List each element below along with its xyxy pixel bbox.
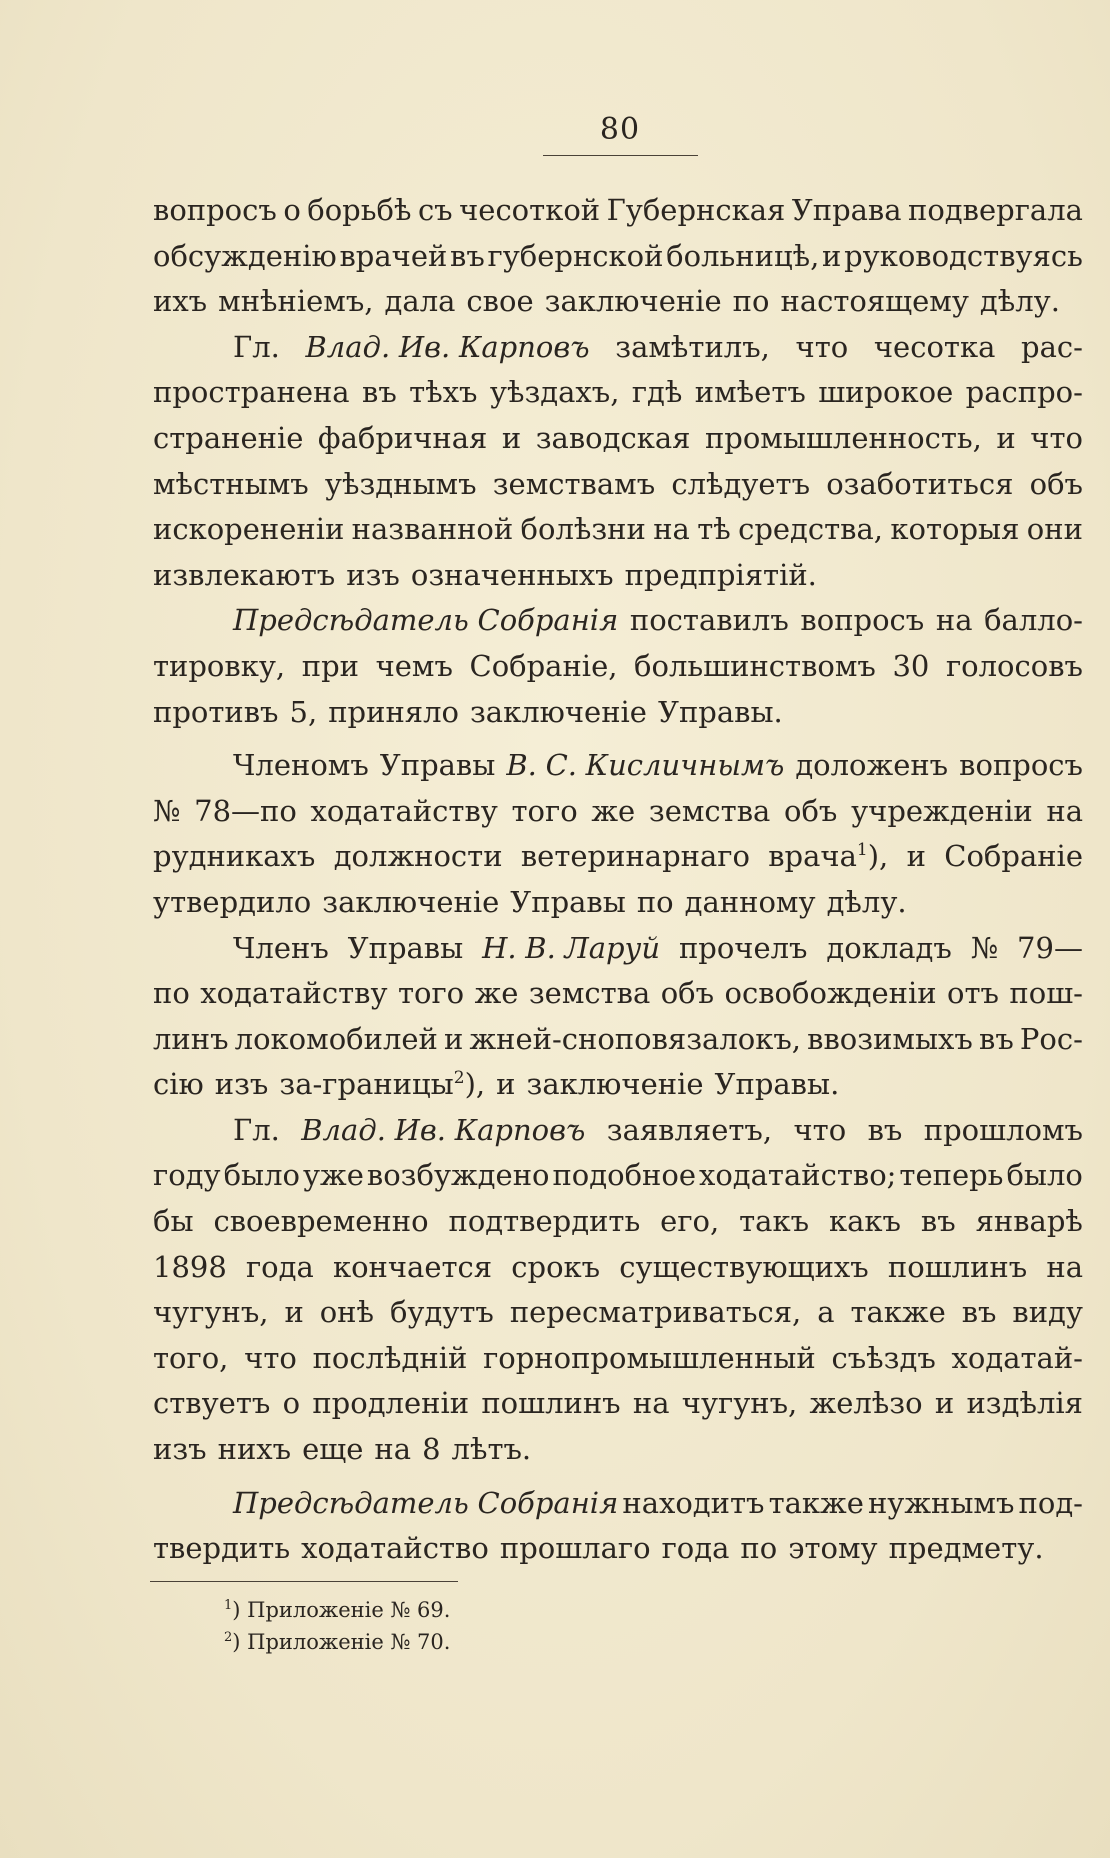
text-line: ствуетъ о продленіи пошлинъ на чугунъ, желѣзо и издѣлія — [153, 1386, 1083, 1421]
footnote — [224, 1594, 450, 1626]
text-line: Членъ Управы Н. В. Ларуй прочелъ докладъ № 79— — [233, 930, 1083, 965]
text-line: году было уже возбуждено подобное ходатайство; теперь было — [153, 1158, 1083, 1193]
text-line: тировку, при чемъ Собраніе, большинствомъ 30 голосовъ — [153, 648, 1083, 683]
text-line: Предсѣдатель Собранія находитъ также нужнымъ под- — [233, 1485, 1083, 1520]
text-line: Членомъ Управы В. С. Кисличнымъ доложенъ вопросъ — [233, 748, 1083, 783]
text-line: линъ локомобилей и жней-сноповязалокъ, ввозимыхъ въ Рос- — [153, 1021, 1083, 1056]
text-line: искорененіи названной болѣзни на тѣ средства, которыя они — [153, 512, 1083, 547]
text-line: рудникахъ должности ветеринарнаго врача$^1$), и Собраніе — [153, 839, 1083, 874]
text-line: твердить ходатайство прошлаго года по этому предмету. — [153, 1531, 1044, 1566]
text-line: Гл. Влад. Ив. Карповъ заявляетъ, что въ прошломъ — [233, 1112, 1083, 1147]
footnotes — [224, 1594, 450, 1658]
text-line: обсужденію врачей въ губернской больницѣ, и руководствуясь — [153, 238, 1083, 273]
text-line: того, что послѣдній горнопромышленный съѣздъ ходатай- — [153, 1340, 1083, 1375]
footnote-mark: 1 — [224, 1598, 233, 1613]
footnote-mark: 2 — [224, 1630, 233, 1645]
text-line: бы своевременно подтвердить его, такъ какъ въ январѣ — [153, 1204, 1083, 1239]
text-line: Гл. Влад. Ив. Карповъ замѣтилъ, что чесотка рас- — [233, 329, 1083, 364]
footnote — [224, 1626, 450, 1658]
footnote-rule — [150, 1581, 458, 1582]
text-line: по ходатайству того же земства объ освобожденіи отъ пош- — [153, 976, 1083, 1011]
text-line: вопросъ о борьбѣ съ чесоткой Губернская Управа подвергала — [153, 193, 1083, 227]
page-number: 80 — [599, 112, 641, 147]
text-line: ихъ мнѣніемъ, дала свое заключеніе по настоящему дѣлу. — [153, 284, 1060, 319]
text-line: изъ нихъ еще на 8 лѣтъ. — [153, 1432, 532, 1467]
text-line: пространена въ тѣхъ уѣздахъ, гдѣ имѣетъ широкое распро- — [153, 375, 1083, 410]
text-line: Предсѣдатель Собранія поставилъ вопросъ на балло- — [233, 603, 1083, 638]
text-line: утвердило заключеніе Управы по данному дѣлу. — [153, 884, 907, 919]
text-line: сію изъ за-границы$^2$), и заключеніе Управы. — [153, 1067, 840, 1102]
footnote-text: ) Приложеніе № 70. — [232, 1630, 451, 1654]
text-line: № 78—по ходатайству того же земства объ учрежденіи на — [153, 793, 1083, 828]
text-line: страненіе фабричная и заводская промышленность, и что — [153, 420, 1083, 455]
text-line: мѣстнымъ уѣзднымъ земствамъ слѣдуетъ озаботиться объ — [153, 466, 1083, 501]
text-line: 1898 года кончается срокъ существующихъ пошлинъ на — [153, 1249, 1083, 1284]
text-line: чугунъ, и онѣ будутъ пересматриваться, а также въ виду — [153, 1295, 1083, 1330]
header-rule — [543, 155, 698, 156]
text-line: извлекаютъ изъ означенныхъ предпріятій. — [153, 557, 817, 592]
footnote-text: ) Приложеніе № 69. — [232, 1598, 451, 1622]
body-text — [153, 188, 1083, 1572]
text-line: противъ 5, приняло заключеніе Управы. — [153, 694, 783, 729]
